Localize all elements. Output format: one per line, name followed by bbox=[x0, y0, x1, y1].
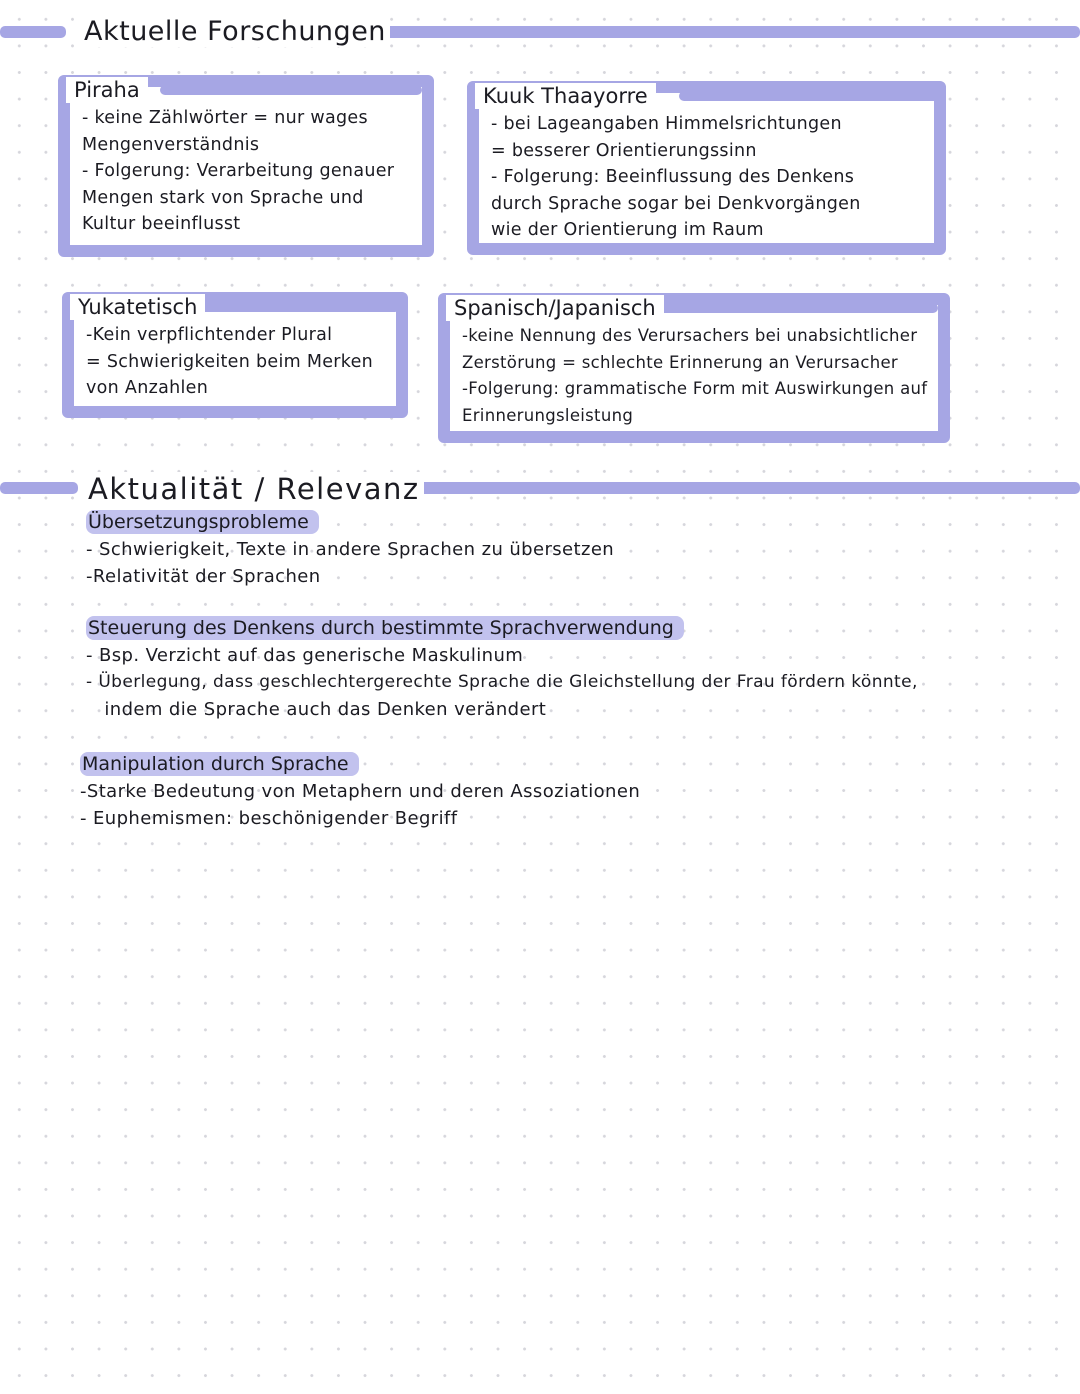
box-spanisch-japanisch bbox=[438, 293, 950, 443]
box-text-spanisch: -keine Nennung des Verursachers bei unabsichtlicher Zerstörung = schlechte Erinnerung an Verursacher -Folgerung: grammatische Form mit Auswirkungen auf Erinnerungsleistung bbox=[462, 326, 928, 425]
box-title-spanisch: Spanisch/Japanisch bbox=[446, 295, 664, 321]
box-tab bbox=[679, 91, 939, 101]
box-title-kuuk: Kuuk Thaayorre bbox=[475, 83, 656, 109]
box-text-kuuk: - bei Lageangaben Himmelsrichtungen = besserer Orientierungssinn - Folgerung: Beeinflussung des Denkens durch Sprache sogar bei Denkvorgängen wie der Orientierung im Raum bbox=[491, 114, 861, 240]
section-title-manipulation: Manipulation durch Sprache bbox=[80, 752, 359, 776]
header-bar-left bbox=[0, 26, 66, 38]
box-tab bbox=[654, 303, 938, 313]
section-manipulation bbox=[80, 752, 980, 832]
section-line: indem die Sprache auch das Denken verändert bbox=[86, 699, 547, 720]
heading-research: Aktuelle Forschungen bbox=[80, 16, 390, 47]
section-line: - Bsp. Verzicht auf das generische Maskulinum bbox=[86, 645, 524, 666]
section-steuerung bbox=[86, 616, 1046, 723]
box-yukatetisch bbox=[62, 292, 408, 418]
section-line: - Schwierigkeit, Texte in andere Sprachen zu übersetzen bbox=[86, 539, 615, 560]
box-tab bbox=[190, 302, 400, 312]
section-title-steuerung: Steuerung des Denkens durch bestimmte Sprachverwendung bbox=[86, 616, 684, 640]
box-text-yukatetisch: -Kein verpflichtender Plural = Schwierigkeiten beim Merken von Anzahlen bbox=[86, 325, 374, 398]
header-bar-right bbox=[348, 26, 1080, 38]
section-line: -Starke Bedeutung von Metaphern und deren Assoziationen bbox=[80, 781, 641, 802]
section-line: - Euphemismen: beschönigender Begriff bbox=[80, 808, 458, 829]
box-title-yukatetisch: Yukatetisch bbox=[70, 294, 205, 320]
box-tab bbox=[160, 85, 422, 95]
section-title-uebersetzung: Übersetzungsprobleme bbox=[86, 510, 319, 534]
box-piraha bbox=[58, 75, 434, 257]
box-text-piraha: - keine Zählwörter = nur wages Mengenverständnis - Folgerung: Verarbeitung genauer Mengen stark von Sprache und Kultur beeinflusst bbox=[82, 108, 395, 234]
section-line: -Relativität der Sprachen bbox=[86, 566, 321, 587]
section-uebersetzung bbox=[86, 510, 986, 590]
box-title-piraha: Piraha bbox=[66, 77, 148, 103]
relevance-bar-right bbox=[398, 482, 1080, 494]
box-kuuk-thaayorre bbox=[467, 81, 946, 255]
relevance-bar-left bbox=[0, 482, 78, 494]
section-line: - Überlegung, dass geschlechtergerechte Sprache die Gleichstellung der Frau fördern könnte, bbox=[86, 672, 918, 692]
heading-relevance: Aktualität / Relevanz bbox=[84, 472, 424, 506]
